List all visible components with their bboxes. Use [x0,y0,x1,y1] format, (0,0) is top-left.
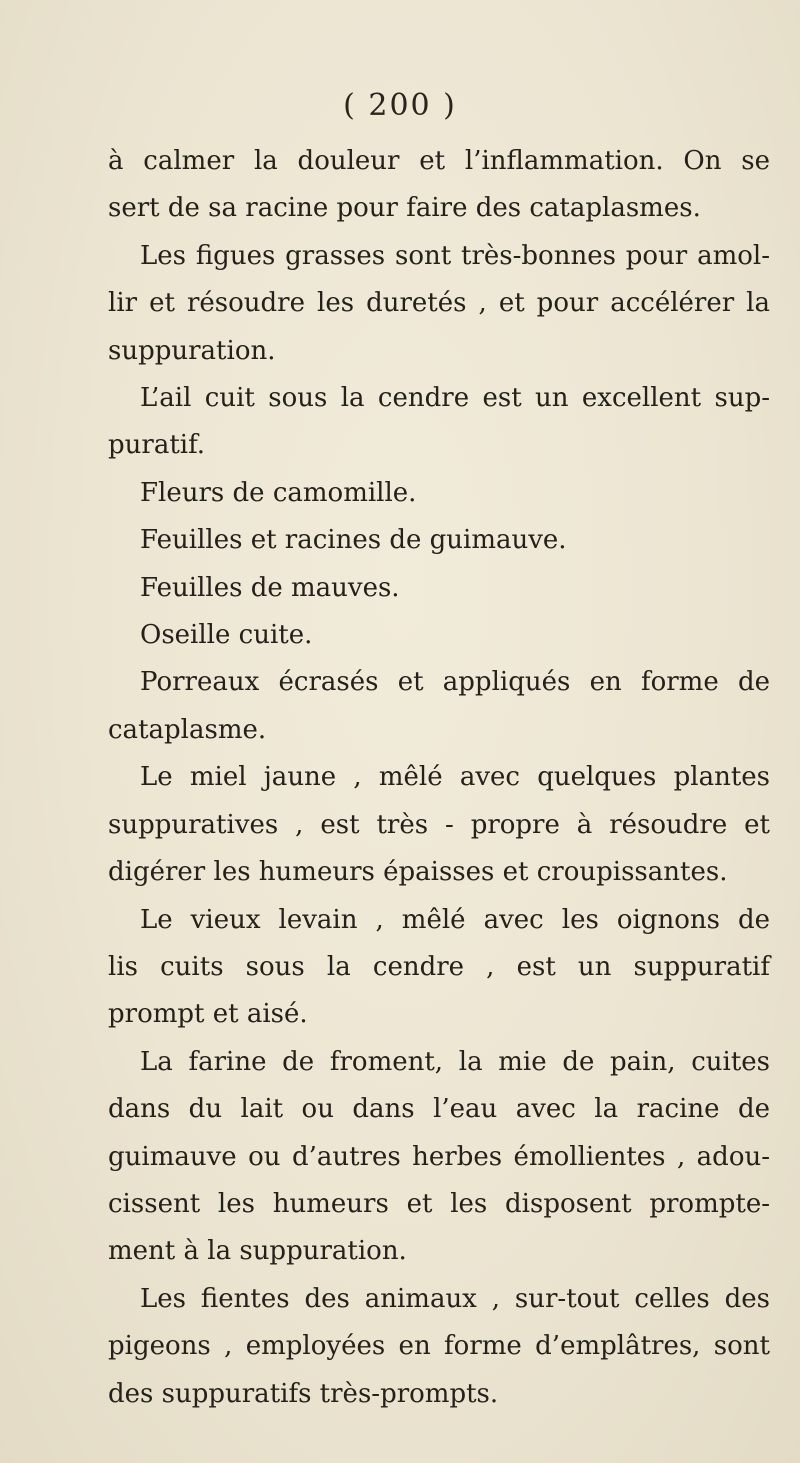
text-line: pigeons , employées en forme d’emplâtres, sont [108,1331,770,1362]
text-line: Les fientes des animaux , sur-tout celles des [140,1283,770,1314]
text-line: ment à la suppuration. [108,1236,407,1267]
text-line: suppuration. [108,335,276,366]
text-line: cissent les humeurs et les disposent prompte- [108,1188,770,1219]
text-line: Feuilles de mauves. [140,572,400,603]
text-line: puratif. [108,430,206,461]
text-line: dans du lait ou dans l’eau avec la racine de [108,1094,770,1125]
text-line: Le vieux levain , mêlé avec les oignons de [140,904,770,935]
page-number: ( 200 ) [343,88,457,123]
text-line: Oseille cuite. [140,620,313,651]
text-line: Les figues grasses sont très-bonnes pour amol- [140,240,770,271]
text-line: Fleurs de camomille. [140,477,417,508]
text-line: lis cuits sous la cendre , est un suppuratif [108,951,770,982]
body-text [108,138,770,1418]
text-line: suppuratives , est très - propre à résoudre et [108,809,770,840]
text-line: prompt et aisé. [108,999,308,1030]
text-line: L’ail cuit sous la cendre est un excellent sup- [140,383,770,414]
text-line: La farine de froment, la mie de pain, cuites [140,1046,770,1077]
text-line: lir et résoudre les duretés , et pour accélérer la [108,288,770,319]
text-line: Le miel jaune , mêlé avec quelques plantes [140,762,770,793]
text-line: Porreaux écrasés et appliqués en forme de [140,667,770,698]
text-line: digérer les humeurs épaisses et croupissantes. [108,857,728,888]
text-line: sert de sa racine pour faire des cataplasmes. [108,193,701,224]
text-line: Feuilles et racines de guimauve. [140,525,567,556]
text-line: des suppuratifs très-prompts. [108,1378,499,1409]
text-line: à calmer la douleur et l’inflammation. On se [108,146,770,176]
text-line: guimauve ou d’autres herbes émollientes , adou- [108,1141,770,1172]
text-line: cataplasme. [108,714,267,745]
